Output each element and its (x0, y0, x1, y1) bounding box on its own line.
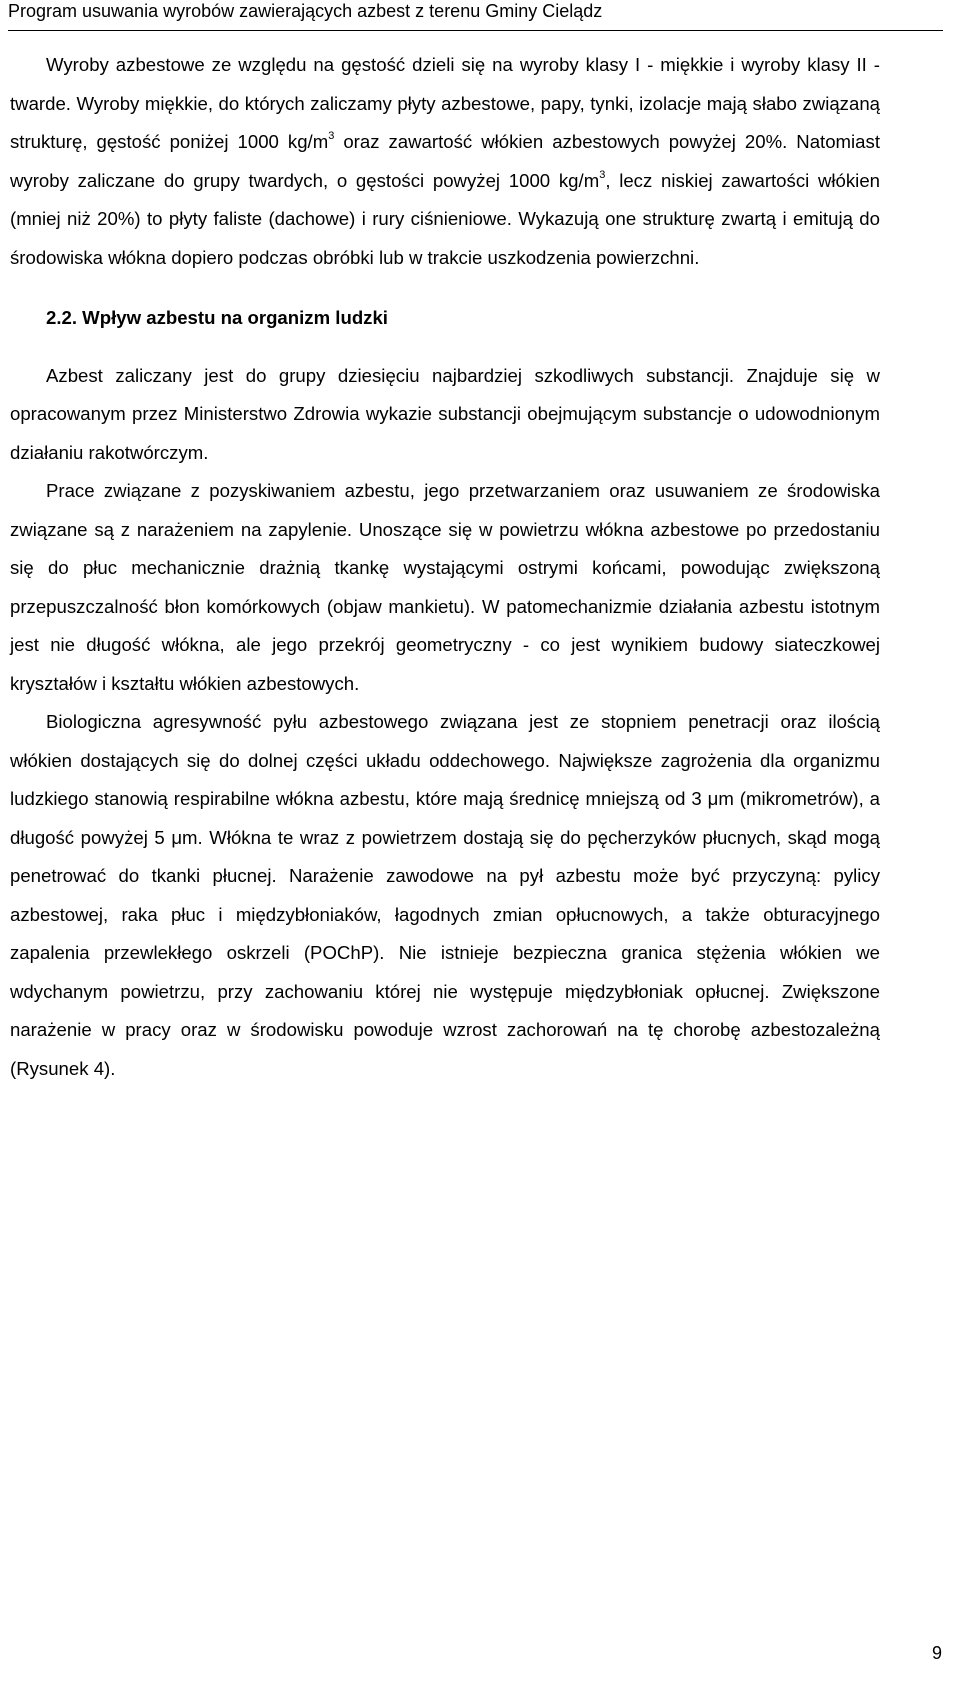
paragraph-biological-aggressiveness: Biologiczna agresywność pyłu azbestowego związana jest ze stopniem penetracji oraz ilością włókien dostających się do dolnej części układu oddechowego. Największe zagrożenia dla organizmu ludzkiego stanowią respirabilne włókna azbestu, które mają średnicę mniejszą od 3 μm (mikrometrów), a długość powyżej 5 μm. Włókna te wraz z powietrzem dostają się do pęcherzyków płucnych, skąd mogą penetrować do tkanki płucnej. Narażenie zawodowe na pył azbestu może być przyczyną: pylicy azbestowej, raka płuc i międzybłoniaków, łagodnych zmian opłucnowych, a także obturacyjnego zapalenia przewlekłego oskrzeli (POChP). Nie istnieje bezpieczna granica stężenia włókien we wdychanym powietrzu, przy zachowaniu której nie występuje międzybłoniak opłucnej. Zwiększone narażenie w pracy oraz w środowisku powoduje wzrost zachorowań na tę chorobę azbestozależną (Rysunek 4). (10, 711, 880, 1079)
paragraph-text: oraz zawartość włókien azbestowych powyżej 20%. Natomiast wyroby zaliczane do grupy twardych, o gęstości powyżej 1000 kg/m (10, 131, 880, 191)
paragraph-carcinogen: Azbest zaliczany jest do grupy dziesięciu najbardziej szkodliwych substancji. Znajduje się w opracowanym przez Ministerstwo Zdrowia wykazie substancji obejmującym substancje o udowodnionym działaniu rakotwórczym. (10, 364, 880, 463)
paragraph-text: Wyroby azbestowe ze względu na gęstość dzieli się na wyroby klasy I - miękkie i wyroby klasy II - twarde. Wyroby miękkie, do których zaliczamy płyty azbestowe, papy, tynki, izolacje mają słabo związaną strukturę, gęstość poniżej 1000 kg/m (10, 54, 880, 152)
page-number: 9 (931, 1643, 942, 1663)
document-title: Program usuwania wyrobów zawierających azbest z terenu Gminy Cielądz (8, 1, 603, 21)
page-header (8, 0, 943, 31)
section-heading: 2.2. Wpływ azbestu na organizm ludzki (46, 307, 388, 328)
paragraph-exposure: Prace związane z pozyskiwaniem azbestu, jego przetwarzaniem oraz usuwaniem ze środowiska związane są z narażeniem na zapylenie. Unoszące się w powietrzu włókna azbestowe po przedostaniu się do płuc mechanicznie drażnią tkankę wystającymi ostrymi końcami, powodując zwiększoną przepuszczalność błon komórkowych (objaw mankietu). W patomechanizmie działania azbestu istotnym jest nie długość włókna, ale jego przekrój geometryczny - co jest wynikiem budowy siateczkowej kryształów i kształtu włókien azbestowych. (10, 480, 880, 694)
document-body (10, 46, 880, 1088)
paragraph-asbestos-classes (10, 46, 880, 277)
superscript: 3 (599, 168, 606, 181)
superscript: 3 (328, 130, 335, 142)
paragraph-text: , lecz niskiej zawartości włókien (mniej niż 20%) to płyty faliste (dachowe) i rury ciśnieniowe. Wykazują one strukturę zwartą i emitują do środowiska włókna dopiero podczas obróbki lub w trakcie uszkodzenia powierzchni. (10, 169, 880, 268)
